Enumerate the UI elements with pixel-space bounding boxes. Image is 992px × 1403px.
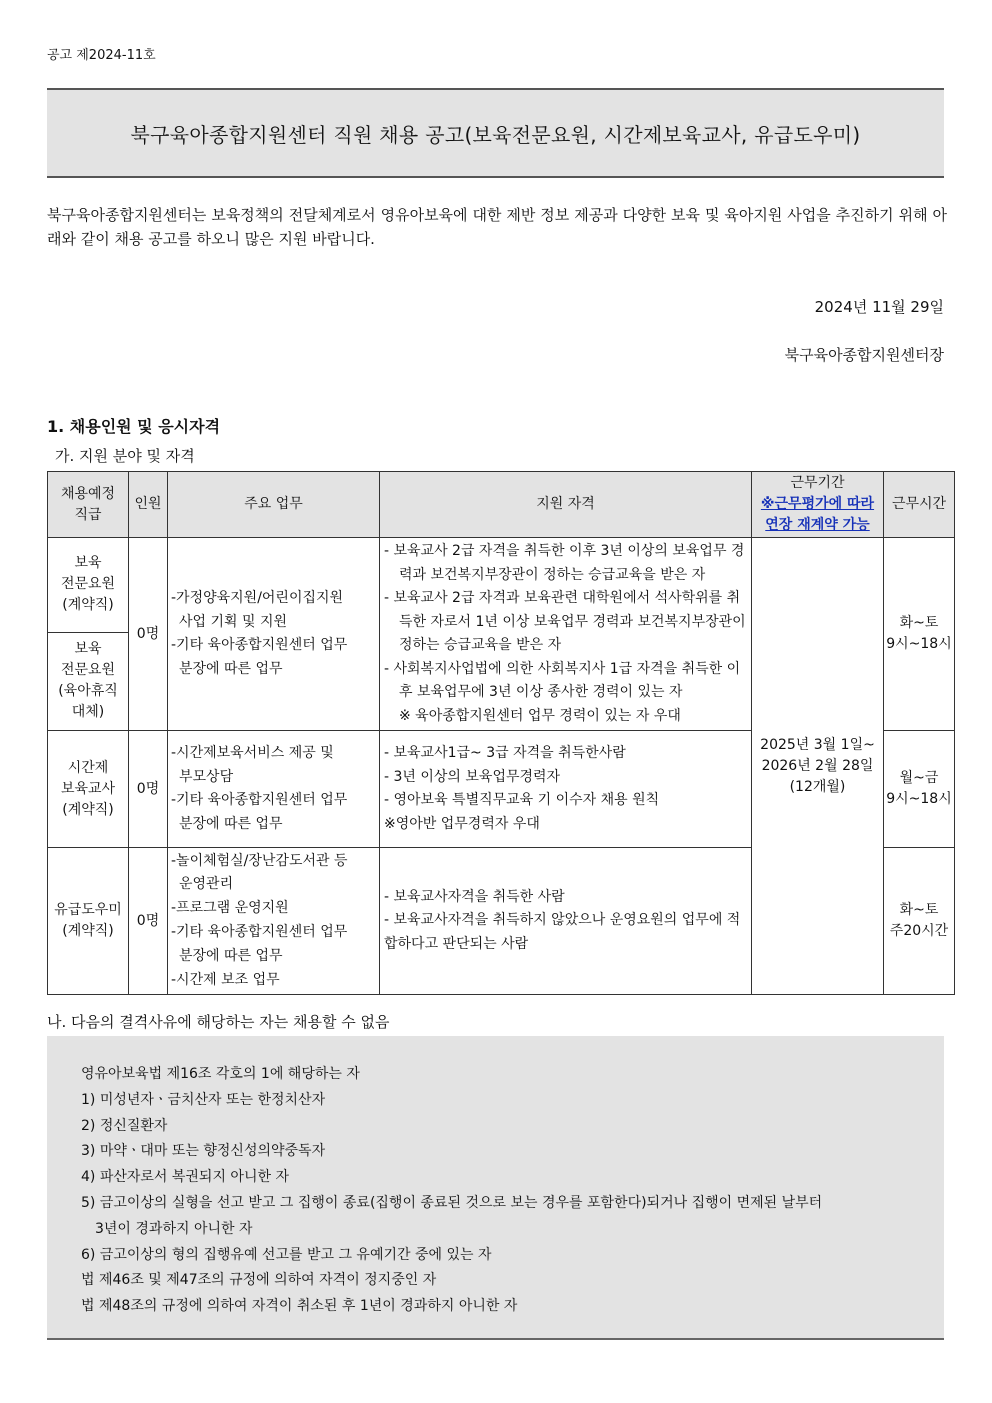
table-header-row xyxy=(48,472,955,538)
hours-cell: 화~토 9시~18시 xyxy=(884,538,955,731)
list-item: 4) 파산자로서 복권되지 아니한 자 xyxy=(81,1169,289,1186)
table-row xyxy=(48,538,955,633)
list-item: 1) 미성년자ㆍ금치산자 또는 한정치산자 xyxy=(81,1091,326,1108)
position-cell: 유급도우미 (계약직) xyxy=(48,848,129,995)
count-cell: 0명 xyxy=(129,731,168,848)
period-cell: 2025년 3월 1일~ 2026년 2월 28일 (12개월) xyxy=(752,538,884,995)
duties-cell: -시간제보육서비스 제공 및 부모상담 -기타 육아종합지원센터 업무 분장에 따른 업무 xyxy=(168,731,380,848)
header-period: 근무기간 ※근무평가에 따라 연장 재계약 가능 xyxy=(752,472,884,538)
list-item: 영유아보육법 제16조 각호의 1에 해당하는 자 xyxy=(81,1066,360,1082)
issuer: 북구육아종합지원센터장 xyxy=(784,346,944,364)
period-note: 연장 재계약 가능 xyxy=(765,517,870,533)
list-item: 3) 마약ㆍ대마 또는 향정신성의약중독자 xyxy=(81,1143,326,1160)
notice-date: 2024년 11월 29일 xyxy=(814,298,944,316)
hours-cell: 월~금 9시~18시 xyxy=(884,731,955,848)
header-qualifications: 지원 자격 xyxy=(380,472,752,538)
qualifications-cell: - 보육교사1급~ 3급 자격을 취득한사람 - 3년 이상의 보육업무경력자 - 영아보육 특별직무교육 기 이수자 채용 원칙 ※영아반 업무경력자 우대 xyxy=(380,731,752,848)
header-position: 채용예정 직급 xyxy=(48,472,129,538)
duties-cell: -놀이체험실/장난감도서관 등 운영관리 -프로그램 운영지원 -기타 육아종합지원센터 업무 분장에 따른 업무 -시간제 보조 업무 xyxy=(168,848,380,995)
list-item: 3년이 경과하지 아니한 자 xyxy=(95,1220,253,1237)
page-title: 북구육아종합지원센터 직원 채용 공고(보육전문요원, 시간제보육교사, 유급도우미) xyxy=(130,122,861,147)
list-item: 6) 금고이상의 형의 집행유예 선고를 받고 그 유예기간 중에 있는 자 xyxy=(81,1246,492,1263)
section-heading: 1. 채용인원 및 응시자격 xyxy=(47,417,221,436)
subsection-heading: 가. 지원 분야 및 자격 xyxy=(55,447,195,465)
count-cell: 0명 xyxy=(129,538,168,731)
list-item: 법 제46조 및 제47조의 규정에 의하여 자격이 정지중인 자 xyxy=(81,1272,437,1289)
list-item: 5) 금고이상의 실형을 선고 받고 그 집행이 종료(집행이 종료된 것으로 보는 경우를 포함한다)되거나 집행이 면제된 날부터 xyxy=(81,1194,823,1211)
qualifications-cell: - 보육교사자격을 취득한 사람 - 보육교사자격을 취득하지 않았으나 운영요원의 업무에 적합하다고 판단되는 사람 xyxy=(380,848,752,995)
subsection-heading: 나. 다음의 결격사유에 해당하는 자는 채용할 수 없음 xyxy=(47,1013,390,1031)
list-item: 2) 정신질환자 xyxy=(81,1117,168,1134)
period-note: ※근무평가에 따라 xyxy=(760,496,875,512)
header-hours: 근무시간 xyxy=(884,472,955,538)
duties-cell: -가정양육지원/어린이집지원 사업 기획 및 지원 -기타 육아종합지원센터 업무 분장에 따른 업무 xyxy=(168,538,380,731)
count-cell: 0명 xyxy=(129,848,168,995)
qualifications-cell: - 보육교사 2급 자격을 취득한 이후 3년 이상의 보육업무 경력과 보건복지부장관이 정하는 승급교육을 받은 자 - 보육교사 2급 자격과 보육관련 대학원에서 석사학위를 취득한 자로서 1년 이상 보육업무 경력과 보건복지부장관이 정하는 승급교육을 받은 자 - 사회복지사업법에 의한 사회복지사 1급 자격을 취득한 이후 보육업무에 3년 이상 종사한 경력이 있는 자 ※ 육아종합지원센터 업무 경력이 있는 자 우대 xyxy=(380,538,752,731)
recruitment-table xyxy=(47,471,955,995)
header-duties: 주요 업무 xyxy=(168,472,380,538)
position-cell: 보육 전문요원 (계약직) xyxy=(48,538,129,633)
title-box xyxy=(47,88,944,178)
disqualification-box xyxy=(47,1036,944,1340)
position-cell: 보육 전문요원 (육아휴직 대체) xyxy=(48,632,129,730)
list-item: 법 제48조의 규정에 의하여 자격이 취소된 후 1년이 경과하지 아니한 자 xyxy=(81,1298,518,1315)
hours-cell: 화~토 주20시간 xyxy=(884,848,955,995)
intro-paragraph: 북구육아종합지원센터는 보육정책의 전달체계로서 영유아보육에 대한 제반 정보 제공과 다양한 보육 및 육아지원 사업을 추진하기 위해 아래와 같이 채용 공고를 하오니 많은 지원 바랍니다. xyxy=(47,206,947,248)
header-count: 인원 xyxy=(129,472,168,538)
position-cell: 시간제 보육교사 (계약직) xyxy=(48,731,129,848)
notice-number: 공고 제2024-11호 xyxy=(47,48,156,63)
